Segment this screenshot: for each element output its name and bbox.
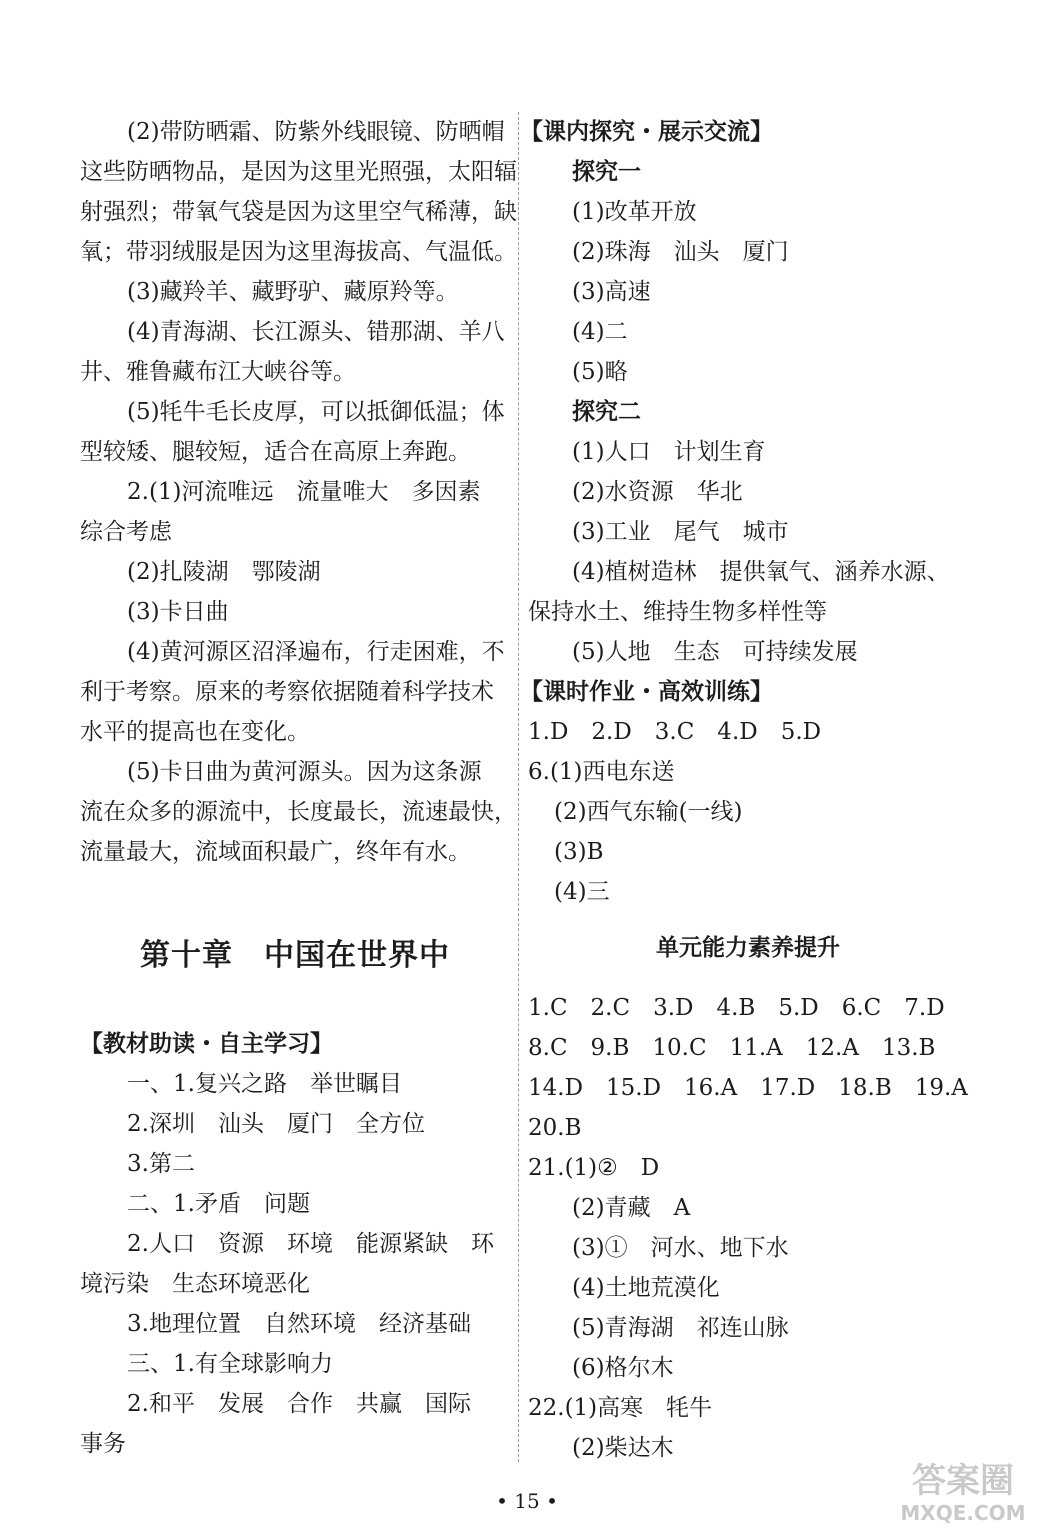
answer-line: 3.地理位置 自然环境 经济基础 bbox=[127, 1311, 471, 1337]
answer-line: 1.D 2.D 3.C 4.D 5.D bbox=[528, 719, 822, 745]
answer-line: (3)B bbox=[554, 839, 604, 865]
answer-line: 6.(1)西电东送 bbox=[528, 759, 675, 785]
answer-line: (5)青海湖 祁连山脉 bbox=[572, 1315, 789, 1341]
answer-line: (4)三 bbox=[554, 879, 610, 905]
section-heading: 【课时作业・高效训练】 bbox=[520, 678, 773, 705]
section-heading: 【教材助读・自主学习】 bbox=[80, 1030, 333, 1057]
answer-line: 这些防晒物品，是因为这里光照强，太阳辐 bbox=[80, 159, 517, 185]
answer-line: 事务 bbox=[80, 1431, 126, 1457]
answer-line: (4)黄河源区沼泽遍布，行走困难，不 bbox=[127, 639, 505, 665]
answer-line: 流在众多的源流中，长度最长，流速最快， bbox=[80, 799, 517, 825]
answer-line: 2.和平 发展 合作 共赢 国际 bbox=[127, 1391, 471, 1417]
answer-line: (3)卡日曲 bbox=[127, 599, 229, 625]
answer-line: (4)青海湖、长江源头、错那湖、羊八 bbox=[127, 319, 505, 345]
answer-line: (3)藏羚羊、藏野驴、藏原羚等。 bbox=[127, 279, 459, 305]
column-divider bbox=[518, 112, 519, 1462]
answer-line: (2)扎陵湖 鄂陵湖 bbox=[127, 559, 321, 585]
answer-line: 型较矮、腿较短，适合在高原上奔跑。 bbox=[80, 439, 471, 465]
answer-line: (4)二 bbox=[572, 319, 628, 345]
answer-line: 一、1.复兴之路 举世瞩目 bbox=[127, 1071, 402, 1097]
answer-line: 氧；带羽绒服是因为这里海拔高、气温低。 bbox=[80, 239, 517, 265]
answer-line: (5)卡日曲为黄河源头。因为这条源 bbox=[127, 759, 482, 785]
answer-line: (3)① 河水、地下水 bbox=[572, 1235, 789, 1261]
subsection-heading: 探究二 bbox=[572, 398, 641, 425]
page-number: • 15 • bbox=[496, 1489, 558, 1513]
answer-line: 3.第二 bbox=[127, 1151, 195, 1177]
answer-line: 22.(1)高寒 牦牛 bbox=[528, 1395, 713, 1421]
answer-line: 射强烈；带氧气袋是因为这里空气稀薄，缺 bbox=[80, 199, 517, 225]
answer-line: 2.人口 资源 环境 能源紧缺 环 bbox=[127, 1231, 494, 1257]
subsection-heading: 探究一 bbox=[572, 158, 641, 185]
answer-line: 三、1.有全球影响力 bbox=[127, 1351, 333, 1377]
answer-line: (4)植树造林 提供氧气、涵养水源、 bbox=[572, 559, 950, 585]
answer-line: (2)珠海 汕头 厦门 bbox=[572, 239, 789, 265]
answer-line: 二、1.矛盾 问题 bbox=[127, 1191, 310, 1217]
answer-line: (5)略 bbox=[572, 359, 628, 385]
answer-line: (3)工业 尾气 城市 bbox=[572, 519, 789, 545]
answer-line: 流量最大，流域面积最广，终年有水。 bbox=[80, 839, 471, 865]
watermark-url: MXQE.COM bbox=[900, 1501, 1026, 1525]
answer-line: 水平的提高也在变化。 bbox=[80, 719, 310, 745]
answer-line: 2.(1)河流唯远 流量唯大 多因素 bbox=[127, 479, 481, 505]
section-heading: 【课内探究・展示交流】 bbox=[520, 118, 773, 145]
answer-line: (2)青藏 A bbox=[572, 1195, 691, 1221]
answer-line: (6)格尔木 bbox=[572, 1355, 674, 1381]
answer-line: (5)人地 生态 可持续发展 bbox=[572, 639, 858, 665]
unit-answers-section bbox=[528, 988, 968, 1468]
unit-title: 单元能力素养提升 bbox=[656, 934, 840, 961]
answer-line: 21.(1)② D bbox=[528, 1155, 660, 1181]
answer-line: (1)人口 计划生育 bbox=[572, 439, 766, 465]
answer-line: 1.C 2.C 3.D 4.B 5.D 6.C 7.D bbox=[528, 995, 945, 1021]
left-bottom-section bbox=[80, 1024, 510, 1464]
chapter-title: 第十章 中国在世界中 bbox=[140, 938, 450, 973]
answer-line: (4)土地荒漠化 bbox=[572, 1275, 720, 1301]
answer-line: (1)改革开放 bbox=[572, 199, 697, 225]
answer-line: (2)水资源 华北 bbox=[572, 479, 743, 505]
answer-line: 井、雅鲁藏布江大峡谷等。 bbox=[80, 359, 356, 385]
answer-line: 保持水土、维持生物多样性等 bbox=[528, 599, 827, 625]
answer-line: 8.C 9.B 10.C 11.A 12.A 13.B bbox=[528, 1035, 936, 1061]
right-column bbox=[520, 112, 968, 912]
answer-line: 境污染 生态环境恶化 bbox=[80, 1271, 310, 1297]
answer-line: 综合考虑 bbox=[80, 519, 172, 545]
answer-line: (2)柴达木 bbox=[572, 1435, 674, 1461]
answer-line: 2.深圳 汕头 厦门 全方位 bbox=[127, 1111, 425, 1137]
watermark-text: 答案圈 bbox=[912, 1461, 1014, 1501]
answer-line: (2)西气东输(一线) bbox=[554, 799, 743, 825]
watermark-logo bbox=[888, 1452, 1038, 1528]
answer-line: 20.B bbox=[528, 1115, 582, 1141]
answer-line: (3)高速 bbox=[572, 279, 651, 305]
answer-line: 利于考察。原来的考察依据随着科学技术 bbox=[80, 679, 494, 705]
answer-line: 14.D 15.D 16.A 17.D 18.B 19.A bbox=[528, 1075, 968, 1101]
answer-line: (5)牦牛毛长皮厚，可以抵御低温；体 bbox=[127, 399, 505, 425]
left-column bbox=[80, 112, 517, 872]
answer-line: (2)带防晒霜、防紫外线眼镜、防晒帽 bbox=[127, 119, 505, 145]
